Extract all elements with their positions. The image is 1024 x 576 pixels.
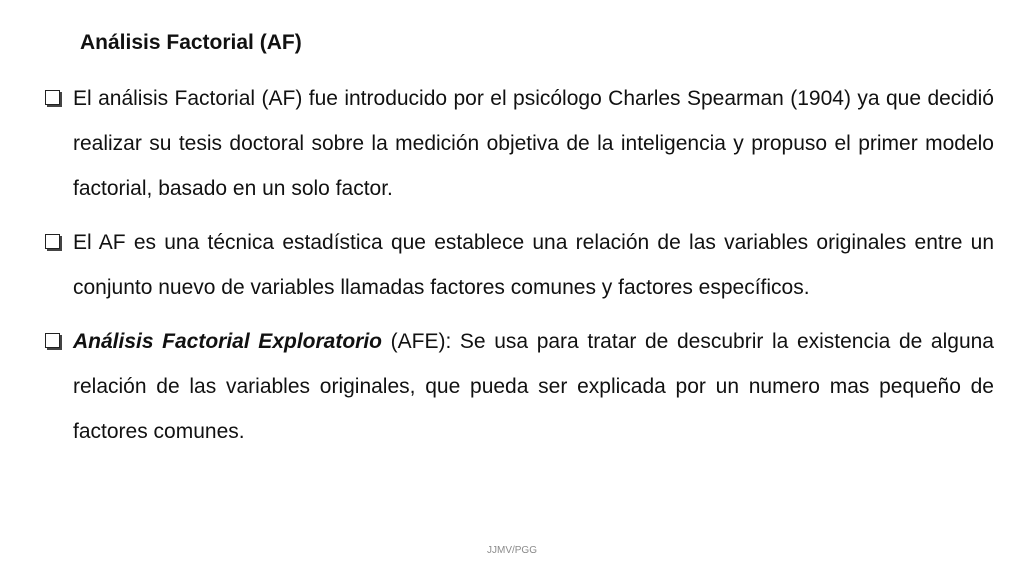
square-bullet-icon bbox=[45, 90, 60, 105]
bullet-emphasis: Análisis Factorial Exploratorio bbox=[73, 330, 382, 353]
bullet-item bbox=[40, 220, 994, 310]
bullet-text: (AFE): Se usa para tratar de descubrir la existencia de alguna relación de las variables originales, que pueda ser explicada por un numero mas pequeño de factores comunes. bbox=[73, 330, 994, 443]
bullet-item bbox=[40, 76, 994, 211]
bullet-item bbox=[40, 319, 994, 454]
square-bullet-icon bbox=[45, 234, 60, 249]
slide-title: Análisis Factorial (AF) bbox=[80, 31, 302, 54]
slide-footer: JJMV/PGG bbox=[486, 545, 537, 556]
bullet-list bbox=[40, 76, 994, 463]
bullet-text: El análisis Factorial (AF) fue introducido por el psicólogo Charles Spearman (1904) ya que decidió realizar su tesis doctoral sobre la medición objetiva de la inteligencia y propuso el primer modelo factorial, basado en un solo factor. bbox=[73, 87, 994, 200]
bullet-text: El AF es una técnica estadística que establece una relación de las variables originales entre un conjunto nuevo de variables llamadas factores comunes y factores específicos. bbox=[73, 231, 994, 299]
square-bullet-icon bbox=[45, 333, 60, 348]
